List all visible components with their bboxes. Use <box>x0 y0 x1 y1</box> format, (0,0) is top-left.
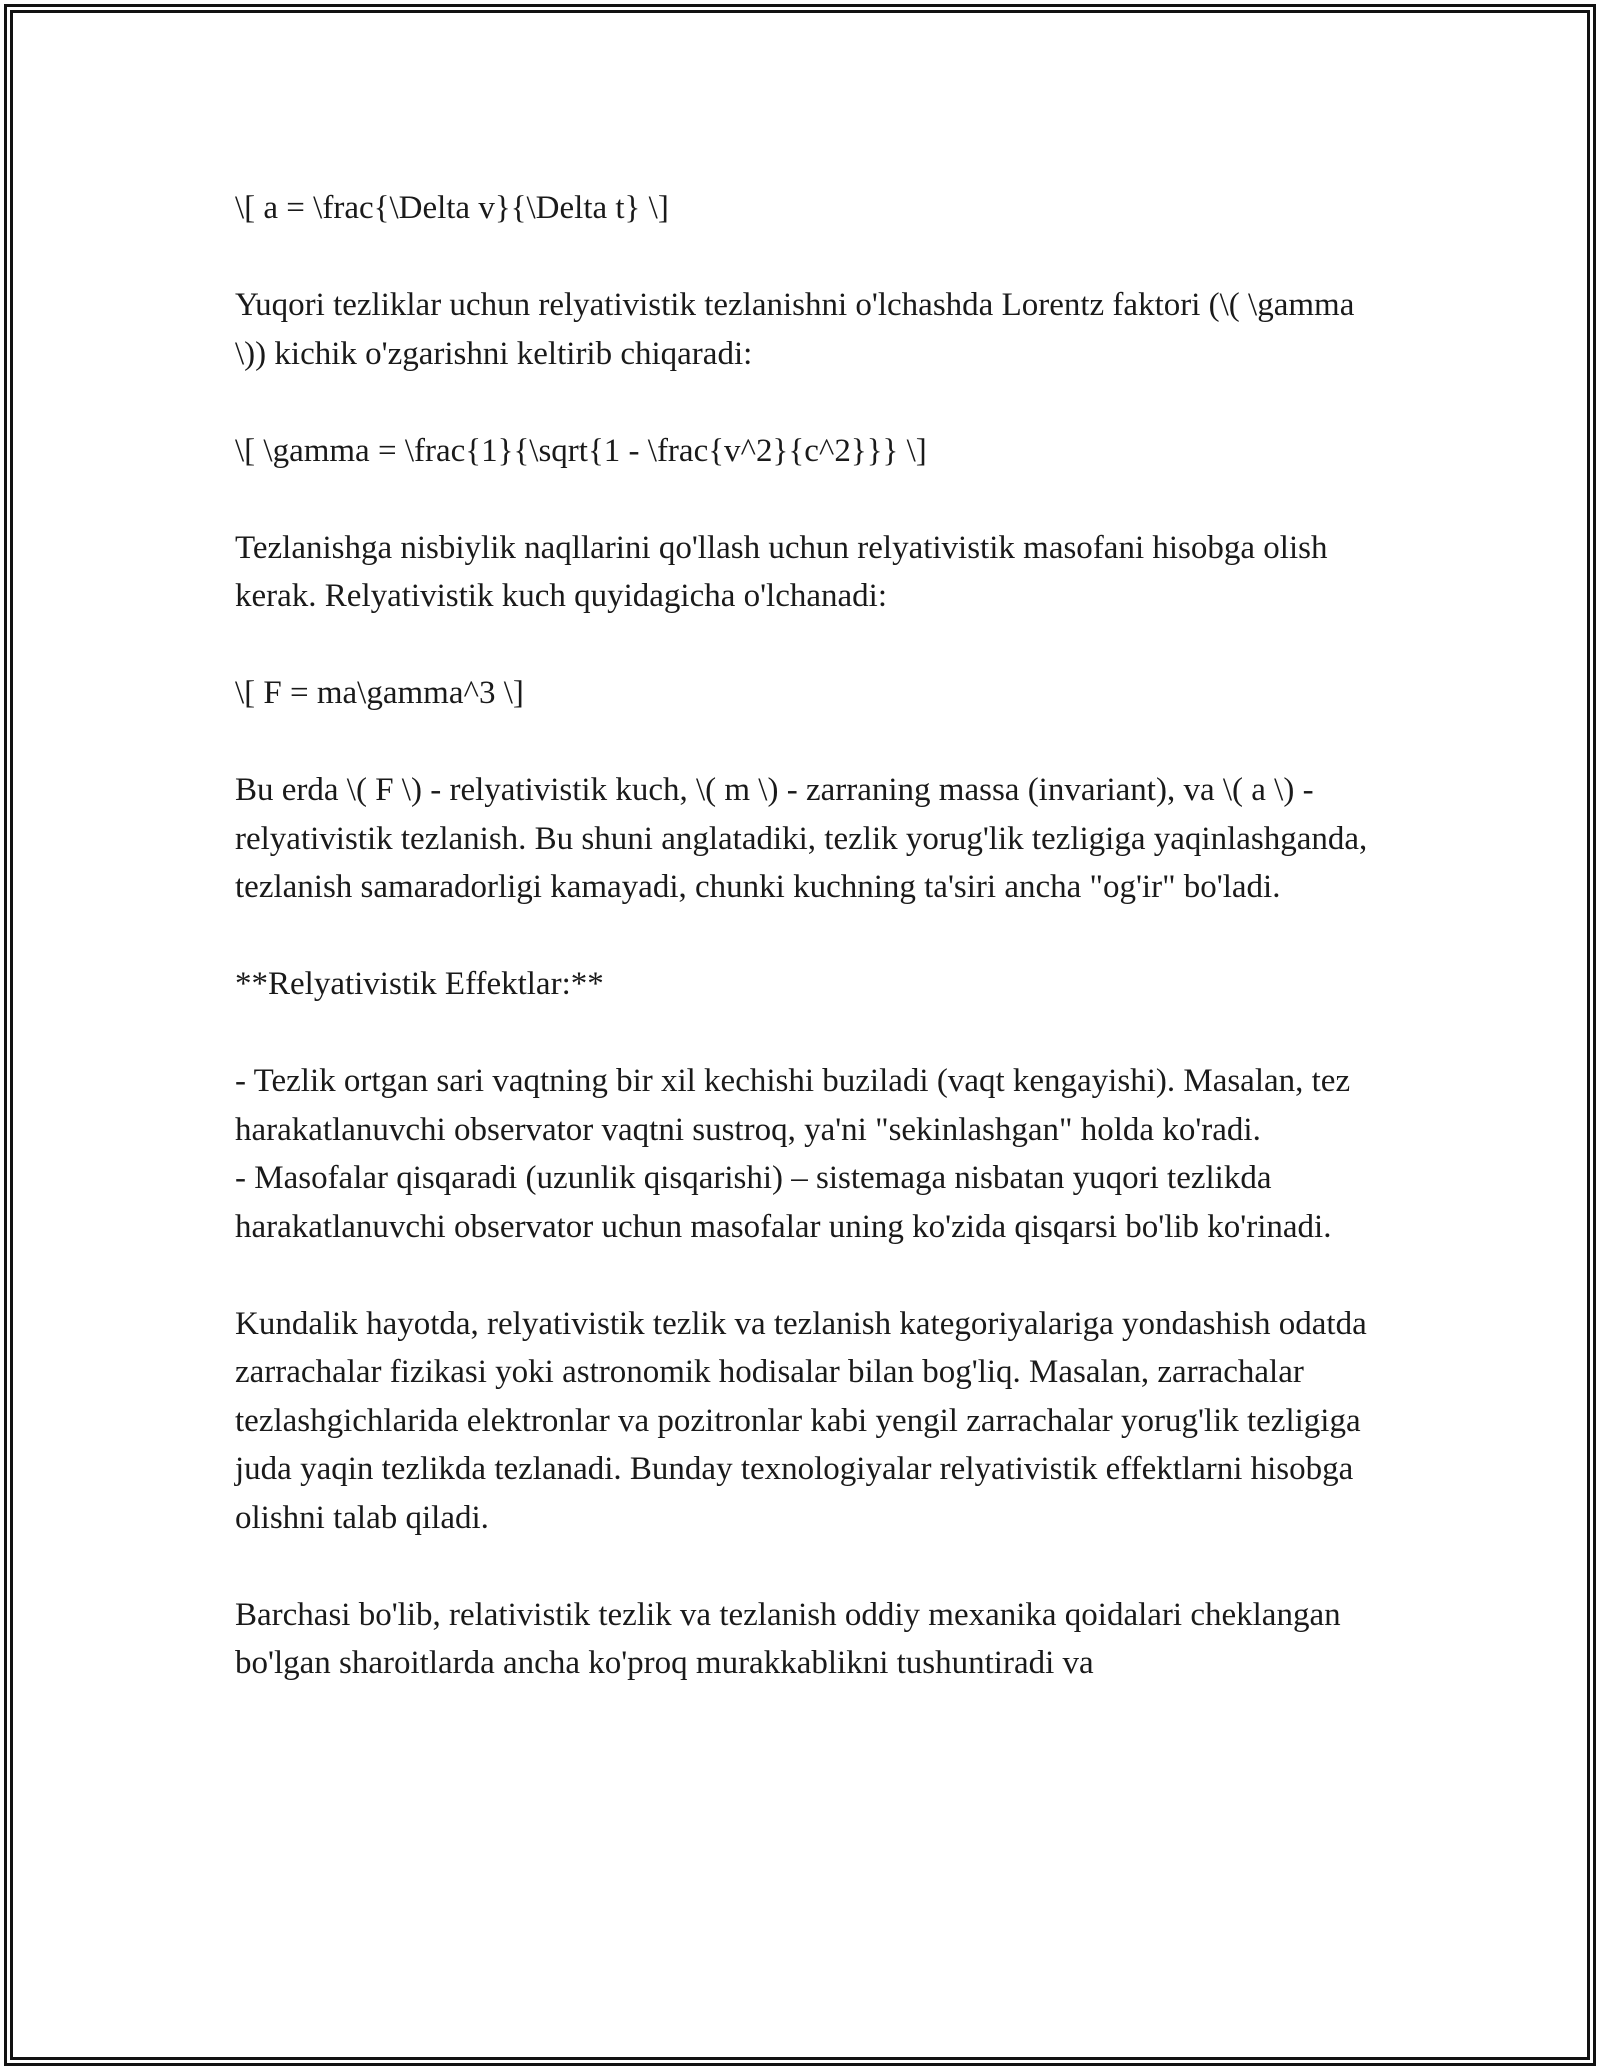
list-item-time-dilation: - Tezlik ortgan sari vaqtning bir xil kechishi buziladi (vaqt kengayishi). Masalan, tez harakatlanuvchi observator vaqtni sustroq, ya'ni "sekinlashgan" holda ko'radi. <box>235 1063 1351 1148</box>
formula-gamma: \[ \gamma = \frac{1}{\sqrt{1 - \frac{v^2}{c^2}}} \] <box>235 432 927 469</box>
paragraph-force-explanation: Bu erda \( F \) - relyativistik kuch, \( m \) - zarraning massa (invariant), va \( a \) - relyativistik tezlanish. Bu shuni anglatadiki, tezlik yorug'lik tezligiga yaqinlashganda, tezlanish samaradorligi kamayadi, chunki kuchning ta'siri ancha "og'ir" bo'ladi. <box>235 772 1368 905</box>
paragraph-conclusion: Barchasi bo'lib, relativistik tezlik va tezlanish oddiy mexanika qoidalari cheklangan bo'lgan sharoitlarda ancha ko'proq murakkablikni tushuntiradi va <box>235 1596 1341 1681</box>
formula-force: \[ F = ma\gamma^3 \] <box>235 675 524 711</box>
list-item-length-contraction: - Masofalar qisqaradi (uzunlik qisqarishi) – sistemaga nisbatan yuqori tezlikda harakatlanuvchi observator uchun masofalar uning ko'zida qisqarsi bo'lib ko'rinadi. <box>235 1160 1332 1245</box>
effects-list <box>235 1057 1375 1251</box>
section-heading-effects: **Relyativistik Effektlar:** <box>235 966 604 1002</box>
paragraph-lorentz-factor: Yuqori tezliklar uchun relyativistik tezlanishni o'lchashda Lorentz faktori (\( \gamma \)) kichik o'zgarishni keltirib chiqaradi: <box>235 287 1355 372</box>
document-body <box>235 184 1375 1736</box>
formula-acceleration: \[ a = \frac{\Delta v}{\Delta t} \] <box>235 190 669 226</box>
paragraph-relativistic-force: Tezlanishga nisbiylik naqllarini qo'llash uchun relyativistik masofani hisobga olish kerak. Relyativistik kuch quyidagicha o'lchanadi: <box>235 529 1328 614</box>
paragraph-everyday-life: Kundalik hayotda, relyativistik tezlik va tezlanish kategoriyalariga yondashish odatda zarrachalar fizikasi yoki astronomik hodisalar bilan bog'liq. Masalan, zarrachalar tezlashgichlarida elektronlar va pozitronlar kabi yengil zarrachalar yorug'lik tezligiga juda yaqin tezlikda tezlanadi. Bunday texnologiyalar relyativistik effektlarni hisobga olishni talab qiladi. <box>235 1305 1367 1536</box>
